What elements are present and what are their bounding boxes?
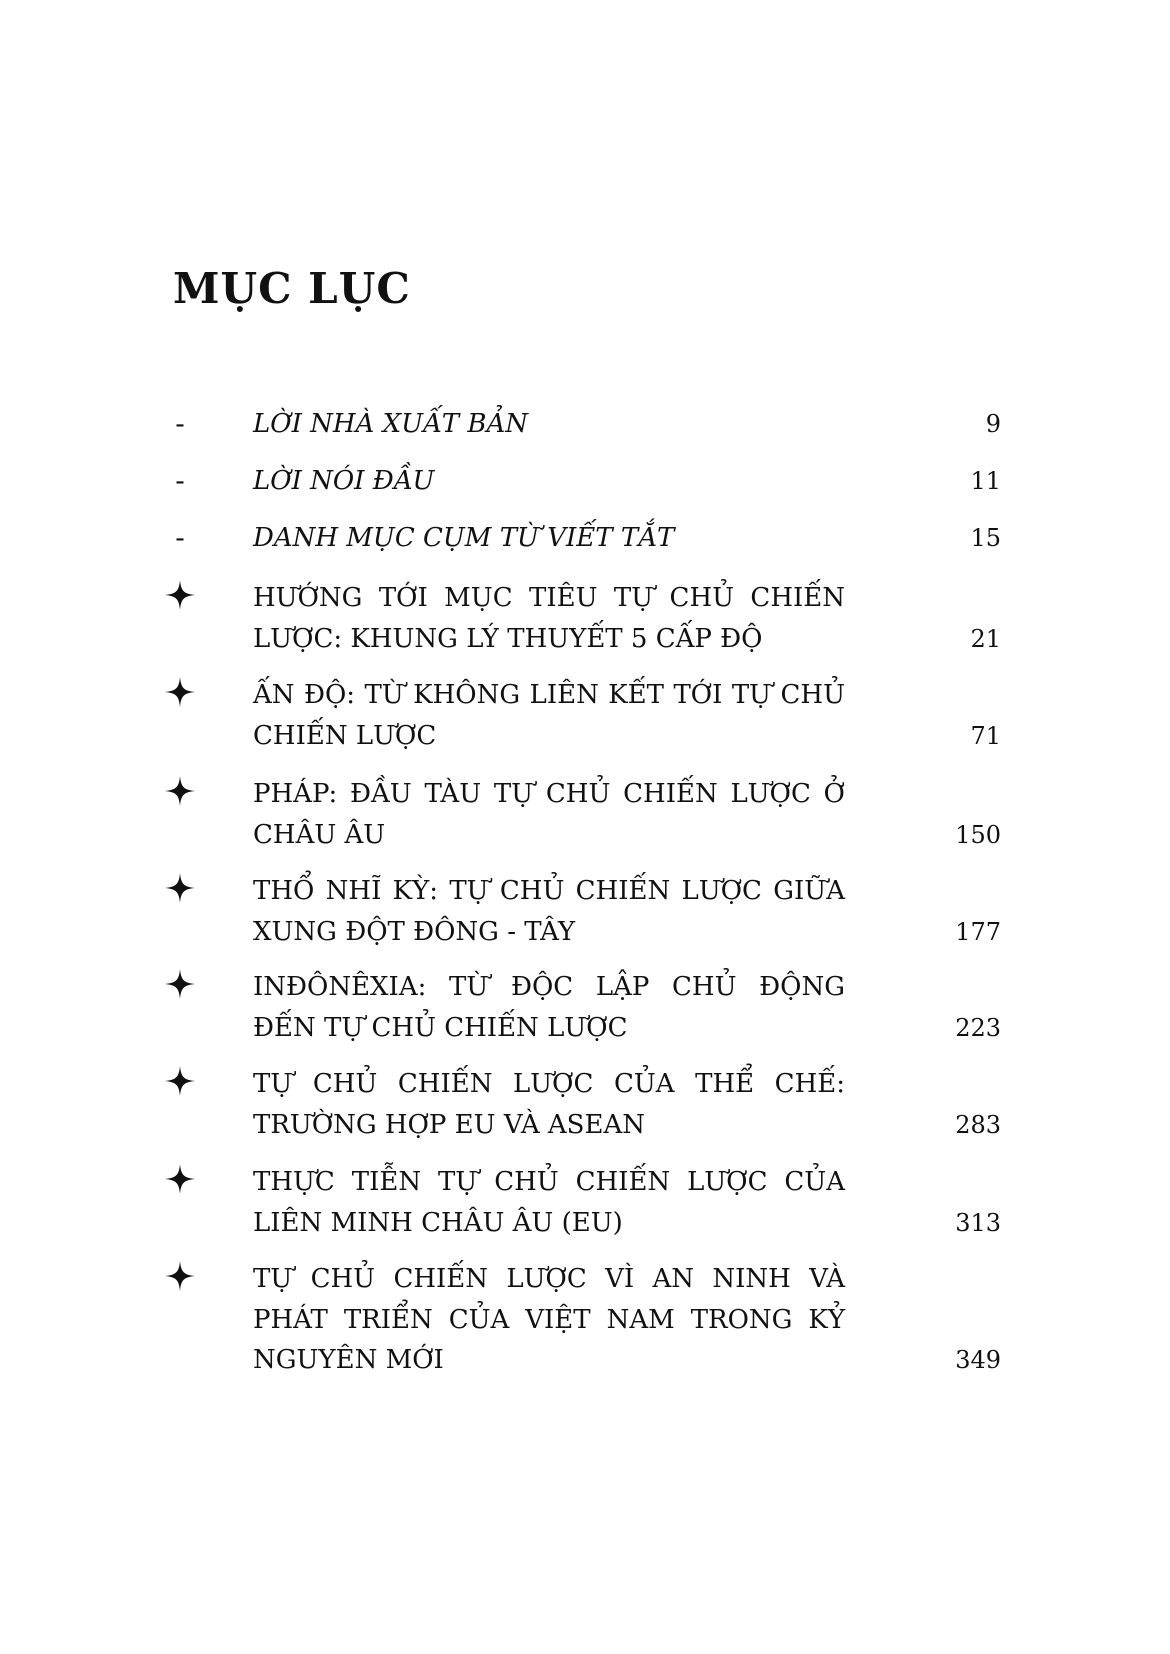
toc-entry-title xyxy=(253,774,845,855)
toc-entry-line: INĐÔNÊXIA: TỪ ĐỘC LẬP CHỦ ĐỘNG xyxy=(253,972,845,1002)
four-point-star-icon xyxy=(160,578,200,610)
toc-entry-line: LỜI NÓI ĐẦU xyxy=(253,466,435,496)
toc-entry-line: TRƯỜNG HỢP EU VÀ ASEAN xyxy=(253,1109,645,1140)
four-point-star-icon xyxy=(160,871,200,903)
dash-bullet-icon: - xyxy=(175,407,185,440)
toc-entry-line: TỰ CHỦ CHIẾN LƯỢC CỦA THỂ CHẾ: xyxy=(253,1069,845,1099)
four-point-star-icon-shape xyxy=(165,677,195,707)
toc-entry-title xyxy=(253,675,845,756)
four-point-star-icon xyxy=(160,967,200,999)
toc-entry-line: DANH MỤC CỤM TỪ VIẾT TẮT xyxy=(253,523,675,553)
dash-bullet-icon: - xyxy=(175,521,185,554)
toc-entry-title xyxy=(253,404,845,445)
four-point-star-icon-shape xyxy=(165,580,195,610)
toc-page-number: 313 xyxy=(955,1208,1001,1237)
four-point-star-icon xyxy=(160,1162,200,1194)
toc-page-number: 283 xyxy=(955,1110,1001,1139)
toc-entry-line: CHÂU ÂU xyxy=(253,819,386,850)
toc-page-number: 150 xyxy=(955,820,1001,849)
toc-entry-title xyxy=(253,518,845,559)
toc-page-number: 177 xyxy=(955,917,1001,946)
toc-entry-title xyxy=(253,1064,845,1145)
toc-page-number: 71 xyxy=(970,721,1001,750)
four-point-star-icon-shape xyxy=(165,873,195,903)
toc-entry-line: XUNG ĐỘT ĐÔNG - TÂY xyxy=(253,916,576,947)
four-point-star-icon xyxy=(160,675,200,707)
four-point-star-icon xyxy=(160,1259,200,1291)
toc-entry-line: THỰC TIỄN TỰ CHỦ CHIẾN LƯỢC CỦA xyxy=(253,1167,845,1197)
toc-entry-title xyxy=(253,967,845,1048)
toc-entry-line: THỔ NHĨ KỲ: TỰ CHỦ CHIẾN LƯỢC GIỮA xyxy=(253,876,845,906)
four-point-star-icon xyxy=(160,774,200,806)
toc-entry-line: PHÁT TRIỂN CỦA VIỆT NAM TRONG KỶ xyxy=(253,1304,845,1335)
toc-entry-line: ẤN ĐỘ: TỪ KHÔNG LIÊN KẾT TỚI TỰ CHỦ xyxy=(253,680,845,710)
toc-page-number: 21 xyxy=(970,624,1001,653)
toc-entry-title xyxy=(253,1162,845,1243)
toc-page-number: 11 xyxy=(970,467,1001,495)
page-title: MỤC LỤC xyxy=(173,264,411,313)
toc-page-number: 223 xyxy=(955,1013,1001,1042)
dash-bullet-icon: - xyxy=(175,464,185,497)
four-point-star-icon xyxy=(160,1064,200,1096)
toc-entry-line: ĐẾN TỰ CHỦ CHIẾN LƯỢC xyxy=(253,1012,628,1043)
toc-entry-title xyxy=(253,461,845,502)
toc-entry-title xyxy=(253,871,845,952)
toc-entry-title xyxy=(253,578,845,659)
four-point-star-icon-shape xyxy=(165,1164,195,1194)
four-point-star-icon-shape xyxy=(165,1066,195,1096)
four-point-star-icon-shape xyxy=(165,969,195,999)
toc-entry-line: TỰ CHỦ CHIẾN LƯỢC VÌ AN NINH VÀ xyxy=(253,1264,845,1294)
toc-page-number: 9 xyxy=(985,410,1001,438)
toc-entry-line: LIÊN MINH CHÂU ÂU (EU) xyxy=(253,1207,623,1238)
toc-entry-line: LỜI NHÀ XUẤT BẢN xyxy=(253,409,529,439)
toc-page-number: 15 xyxy=(970,524,1001,552)
toc-entry-line: LƯỢC: KHUNG LÝ THUYẾT 5 CẤP ĐỘ xyxy=(253,623,763,654)
toc-entry-line: NGUYÊN MỚI xyxy=(253,1345,444,1375)
toc-entry-line: HƯỚNG TỚI MỤC TIÊU TỰ CHỦ CHIẾN xyxy=(253,583,845,613)
toc-page-number: 349 xyxy=(955,1346,1001,1374)
toc-entry-title xyxy=(253,1259,845,1381)
four-point-star-icon-shape xyxy=(165,1261,195,1291)
toc-entry-line: CHIẾN LƯỢC xyxy=(253,720,437,751)
toc-entry-line: PHÁP: ĐẦU TÀU TỰ CHỦ CHIẾN LƯỢC Ở xyxy=(253,779,845,809)
four-point-star-icon-shape xyxy=(165,776,195,806)
